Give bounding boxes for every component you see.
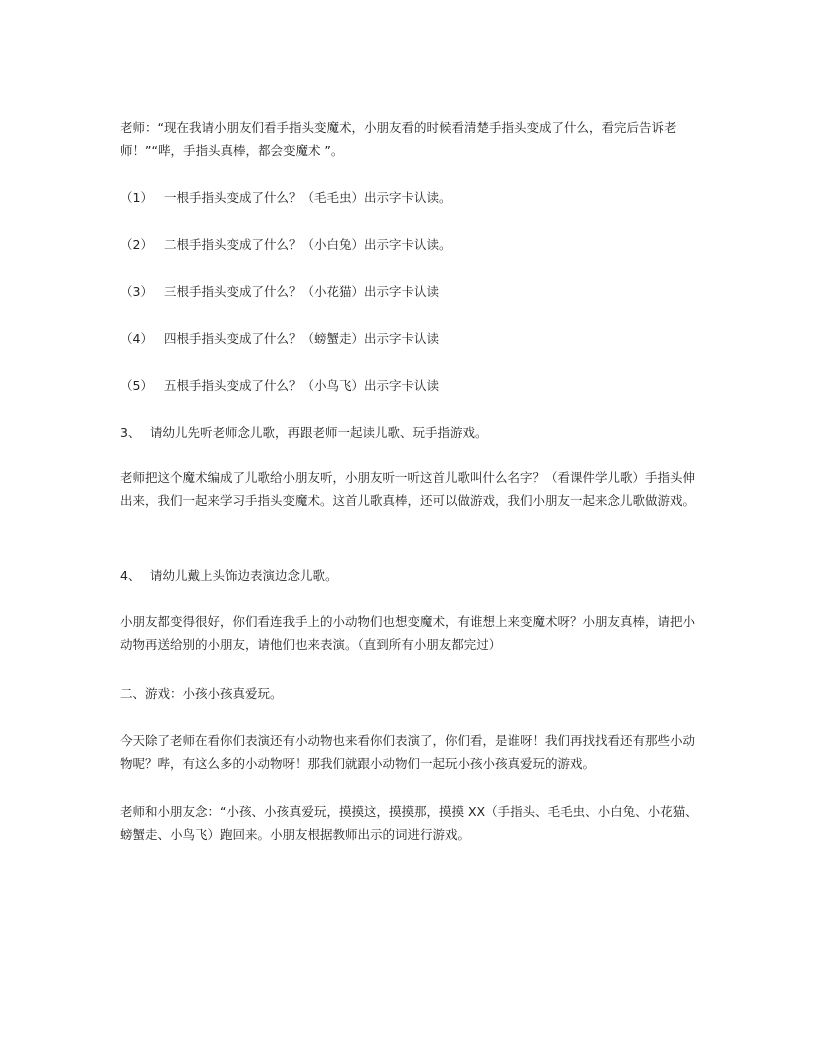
list-item-text: 五根手指头变成了什么？（小鸟飞）出示字卡认读	[164, 378, 440, 393]
list-item	[120, 280, 698, 303]
step-4	[120, 564, 698, 587]
section-heading-game: 二、游戏：小孩小孩真爱玩。	[120, 686, 283, 701]
step-text: 请幼儿戴上头饰边表演边念儿歌。	[150, 568, 338, 583]
paragraph-song: 老师把这个魔术编成了儿歌给小朋友听，小朋友听一听这首儿歌叫什么名字？（看课件学儿歌）手指头伸出来，我们一起来学习手指头变魔术。这首儿歌真棒，还可以做游戏，我们小朋友一起来念儿歌做游戏。	[120, 470, 696, 508]
list-item-number: （5）	[120, 378, 153, 393]
list-item-text: 四根手指头变成了什么？（螃蟹走）出示字卡认读	[164, 331, 440, 346]
paragraph-game-rhyme: 老师和小朋友念：“小孩、小孩真爱玩，摸摸这，摸摸那，摸摸 XX（手指头、毛毛虫、小白兔、小花猫、螃蟹走、小鸟飞）跑回来。小朋友根据教师出示的词进行游戏。	[120, 804, 698, 842]
step-text: 请幼儿先听老师念儿歌，再跟老师一起读儿歌、玩手指游戏。	[150, 425, 488, 440]
list-item-number: （3）	[120, 284, 153, 299]
list-item-text: 一根手指头变成了什么？（毛毛虫）出示字卡认读。	[164, 190, 452, 205]
paragraph-performance: 小朋友都变得很好，你们看连我手上的小动物们也想变魔术，有谁想上来变魔术呀？小朋友真棒，请把小动物再送给别的小朋友，请他们也来表演。（直到所有小朋友都完过）	[120, 614, 696, 652]
list-item-number: （2）	[120, 237, 153, 252]
paragraph-animals: 今天除了老师在看你们表演还有小动物也来看你们表演了，你们看，是谁呀！我们再找找看还有那些小动物呢？哔，有这么多的小动物呀！那我们就跟小动物们一起玩小孩小孩真爱玩的游戏。	[120, 733, 696, 771]
step-number: 4、	[120, 568, 141, 583]
step-3	[120, 421, 698, 444]
list-item-number: （1）	[120, 190, 153, 205]
paragraph-intro: 老师：“现在我请小朋友们看手指头变魔术，小朋友看的时候看清楚手指头变成了什么，看完后告诉老师！”“哔，手指头真棒，都会变魔术 ”。	[120, 120, 677, 158]
list-item	[120, 233, 698, 256]
list-item	[120, 186, 698, 209]
list-item-text: 三根手指头变成了什么？（小花猫）出示字卡认读	[164, 284, 440, 299]
list-item	[120, 327, 698, 350]
step-number: 3、	[120, 425, 141, 440]
list-item-number: （4）	[120, 331, 153, 346]
list-item-text: 二根手指头变成了什么？（小白兔）出示字卡认读。	[164, 237, 452, 252]
list-item	[120, 374, 698, 397]
